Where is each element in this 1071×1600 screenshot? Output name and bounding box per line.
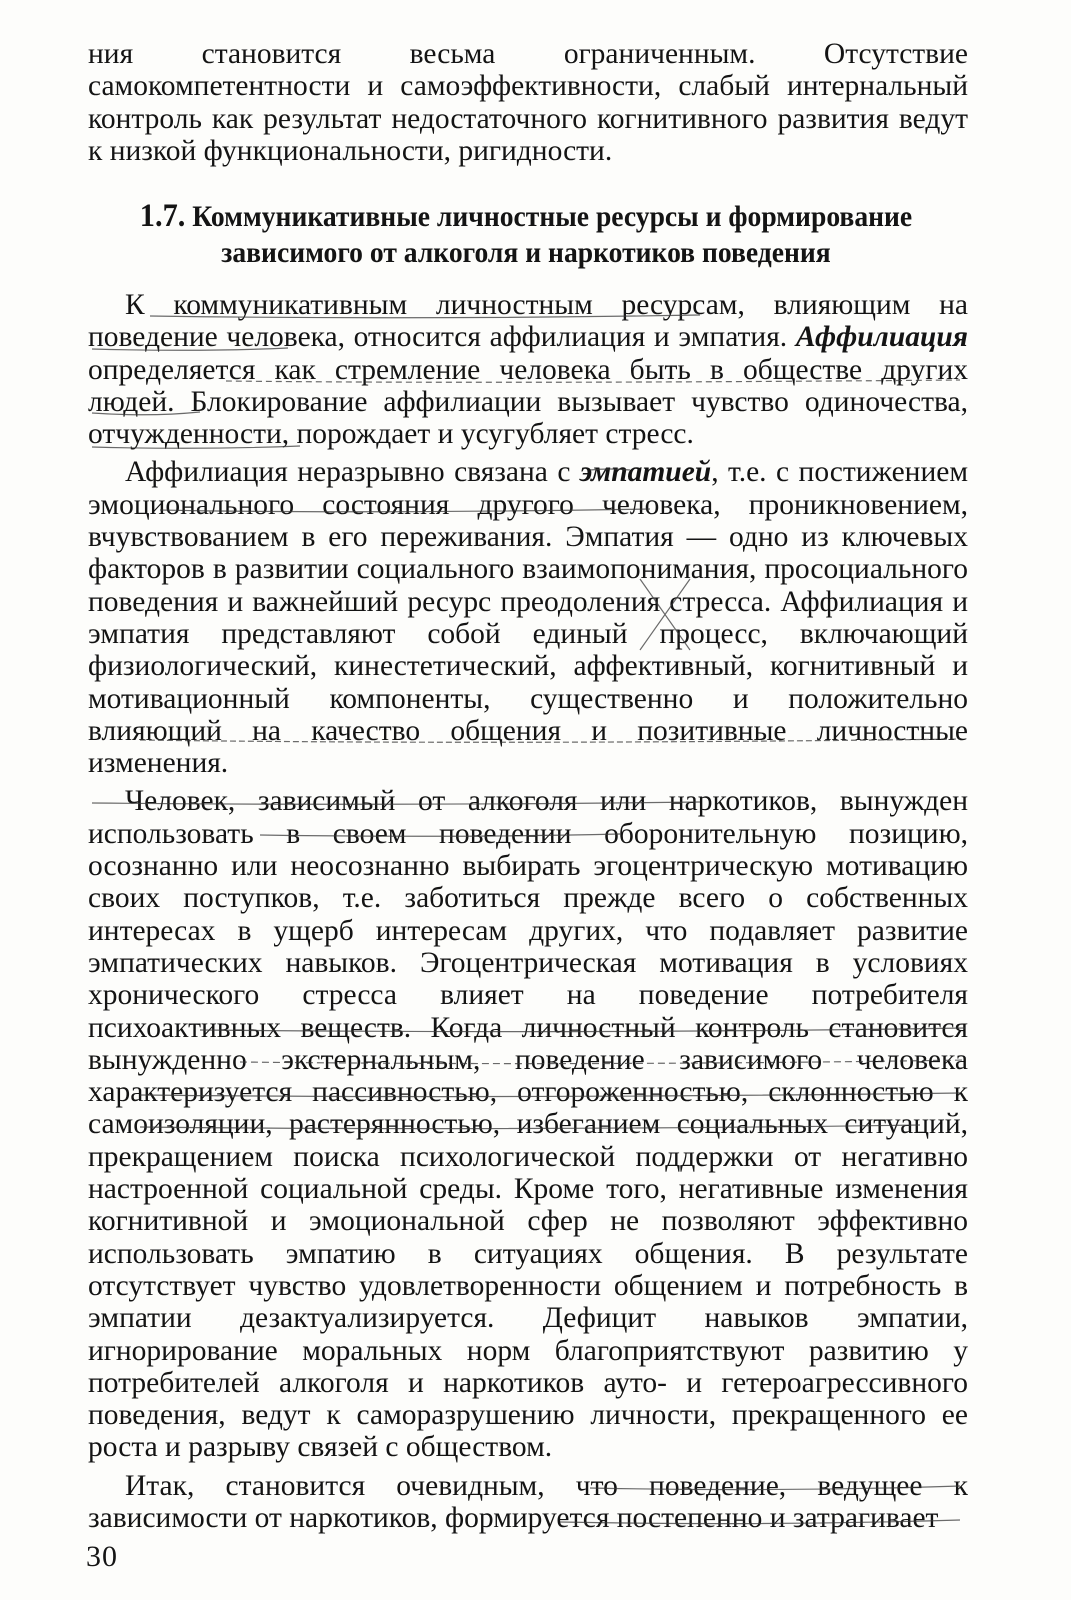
paragraph-empathy: Аффилиация неразрывно связана с эмпатией, т.е. с постижением эмоционального состояния другого человека, проникновением, вчувствованием в его переживания. Эмпатия — одно из ключевых факторов в развитии социального взаимопонимания, просоциального поведения и важнейший ресурс преодоления стресса. Аффилиация и эмпатия представляют собой единый процесс, включающий физиологический, кинестетический, аффективный, когнитивный и мотивационный компоненты, существенно и положительно влияющий на качество общения и позитивные личностные изменения.	[88, 456, 968, 780]
paragraph-conclusion: Итак, становится очевидным, что поведение, ведущее к зависимости от наркотиков, формируется постепенно и затрагивает	[88, 1469, 968, 1534]
paragraph-continuation: ния становится весьма ограниченным. Отсутствие самокомпетентности и самоэффективности, слабый интернальный контроль как результат недостаточного когнитивного развития ведут к низкой функциональности, ригидности.	[88, 38, 968, 167]
section-body	[88, 289, 968, 1534]
paragraph-affiliation: К коммуникативным личностным ресурсам, влияющим на поведение человека, относится аффилиация и эмпатия. Аффилиация определяется как стремление человека быть в обществе других людей. Блокирование аффилиации вызывает чувство одиночества, отчужденности, порождает и усугубляет стресс.	[88, 289, 968, 451]
section-title-line-1: Коммуникативные личностные ресурсы и формирование	[192, 200, 913, 233]
page-number: 30	[86, 1540, 118, 1573]
term-affiliation: Аффилиация	[795, 321, 968, 354]
paragraph-dependent-person: Человек, зависимый от алкоголя или наркотиков, вынужден использовать в своем поведении оборонительную позицию, осознанно или неосознанно выбирать эгоцентрическую мотивацию своих поступков, т.е. заботиться прежде всего о собственных интересах в ущерб интересам других, что подавляет развитие эмпатических навыков. Эгоцентрическая мотивация в условиях хронического стресса влияет на поведение потребителя психоактивных веществ. Когда личностный контроль становится вынужденно экстернальным, поведение зависимого человека характеризуется пассивностью, отгороженностью, склонностью к самоизоляции, растерянностью, избеганием социальных ситуаций, прекращением поиска психологической поддержки от негативно настроенной социальной среды. Кроме того, негативные изменения когнитивной и эмоциональной сфер не позволяют эффективно использовать эмпатию в ситуациях общения. В результате отсутствует чувство удовлетворенности общением и потребность в эмпатии дезактуализируется. Дефицит навыков эмпатии, игнорирование моральных норм благоприятствуют развитию у потребителей алкоголя и наркотиков ауто- и гетероагрессивного поведения, ведут к саморазрушению личности, прекращенного ее роста и разрыву связей с обществом.	[88, 785, 968, 1464]
section-heading	[86, 198, 966, 271]
section-number: 1.7.	[139, 198, 186, 234]
term-empathy: эмпатией	[579, 456, 712, 489]
page-text-column	[88, 38, 968, 167]
section-title-line-2: зависимого от алкоголя и наркотиков поведения	[221, 236, 831, 269]
